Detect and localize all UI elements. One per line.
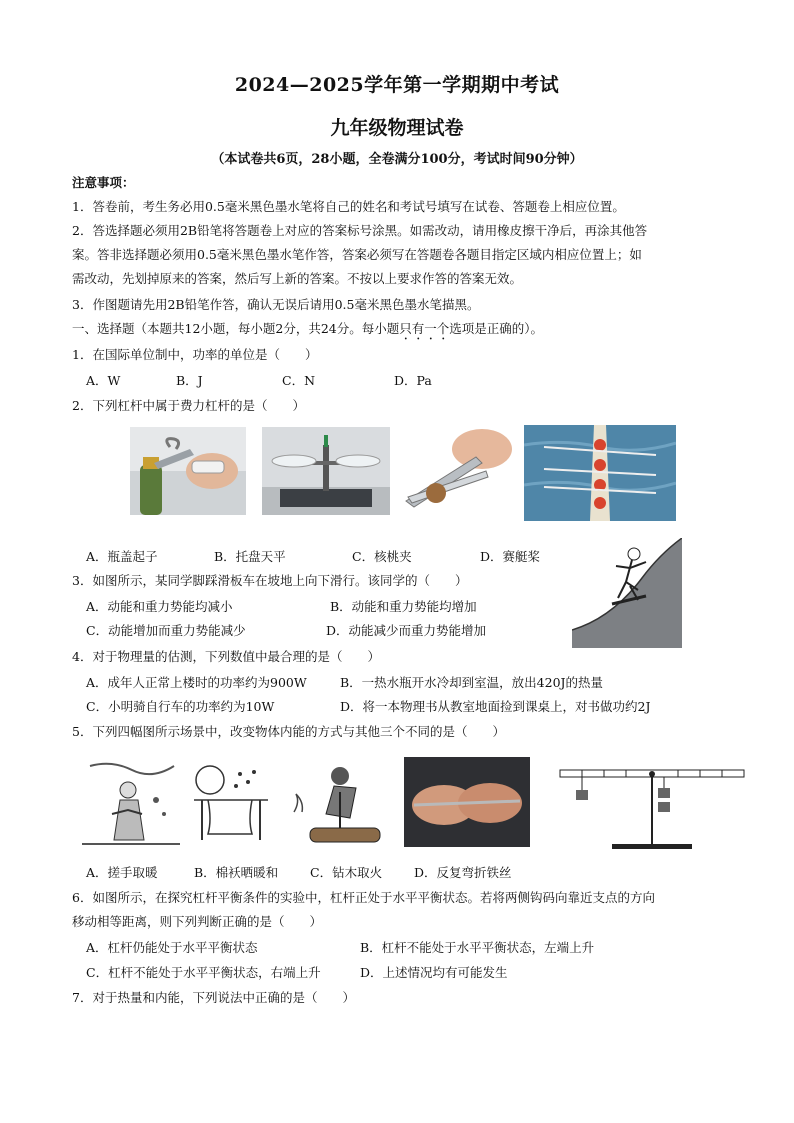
- question-2-option-d: D．赛艇桨: [480, 549, 541, 564]
- notice-item-2-line-2: 案。答非选择题必须用0.5毫米黑色墨水笔作答，答案必须写在答题卷各题目指定区域内相应位置上；如: [72, 247, 642, 262]
- nutcracker-image: [396, 427, 514, 515]
- question-2-option-c: C．核桃夹: [352, 549, 412, 564]
- question-5-option-d: D．反复弯折铁丝: [414, 865, 512, 880]
- section-heading-part-1: 一、选择题（本题共12小题，每小题2分，共24分。每小题: [72, 321, 400, 336]
- question-4-option-d: D．将一本物理书从教室地面捡到课桌上，对书做功约2J: [340, 699, 651, 714]
- question-4-stem: 4．对于物理量的估测，下列数值中最合理的是（ ）: [72, 649, 380, 664]
- exam-info: （本试卷共6页，28小题，全卷满分100分，考试时间90分钟）: [211, 152, 583, 167]
- sunning-quilt-image: [188, 760, 272, 846]
- bottle-opener-image: [130, 427, 246, 515]
- question-2-option-b: B．托盘天平: [214, 549, 286, 564]
- notice-item-2-line-3: 需改动，先划掉原来的答案，然后写上新的答案。不按以上要求作答的答案无效。: [72, 271, 523, 286]
- notice-item-2-line-1: 2．答选择题必须用2B铅笔将答题卷上对应的答案标号涂黑。如需改动，请用橡皮擦干净后，再涂其他答: [72, 223, 648, 238]
- question-7-stem: 7．对于热量和内能，下列说法中正确的是（ ）: [72, 990, 355, 1005]
- drilling-wood-image: [286, 758, 386, 848]
- question-6-stem-line-1: 6．如图所示，在探究杠杆平衡条件的实验中，杠杆正处于水平平衡状态。若将两侧钩码向靠近支点的方向: [72, 890, 655, 905]
- question-2-option-a: A．瓶盖起子: [86, 549, 158, 564]
- question-3-option-c: C．动能增加而重力势能减少: [86, 623, 246, 638]
- question-4-option-c: C．小明骑自行车的功率约为10W: [86, 699, 275, 714]
- question-1-stem: 1．在国际单位制中，功率的单位是（ ）: [72, 347, 318, 362]
- notice-heading: 注意事项：: [72, 175, 135, 190]
- notice-item-3: 3．作图题请先用2B铅笔作答，确认无误后请用0.5毫米黑色墨水笔描黑。: [72, 297, 480, 312]
- balance-scale-image: [262, 427, 390, 515]
- question-2-stem: 2．下列杠杆中属于费力杠杆的是（ ）: [72, 398, 305, 413]
- question-3-option-b: B．动能和重力势能均增加: [330, 599, 477, 614]
- section-heading-emphasis: 只有一个: [399, 321, 450, 336]
- question-1-option-c: C．N: [282, 373, 316, 388]
- question-6-option-d: D．上述情况均有可能发生: [360, 965, 508, 980]
- question-1-option-b: B．J: [176, 373, 203, 388]
- question-4-option-a: A．成年人正常上楼时的功率约为900W: [86, 675, 307, 690]
- question-3-option-d: D．动能减少而重力势能增加: [326, 623, 487, 638]
- question-3-option-a: A．动能和重力势能均减小: [86, 599, 233, 614]
- question-6-option-b: B．杠杆不能处于水平平衡状态，左端上升: [360, 940, 595, 955]
- notice-item-1: 1．答卷前，考生务必用0.5毫米黑色墨水笔将自己的姓名和考试号填写在试卷、答题卷上相应位置。: [72, 199, 625, 214]
- section-heading-part-2: 选项是正确的）。: [449, 321, 544, 336]
- question-6-stem-line-2: 移动相等距离，则下列判断正确的是（ ）: [72, 914, 323, 929]
- rowing-boat-image: [524, 425, 676, 521]
- question-4-option-b: B．一热水瓶开水冷却到室温，放出420J的热量: [340, 675, 604, 690]
- question-1-option-a: A．W: [86, 373, 121, 388]
- question-5-stem: 5．下列四幅图所示场景中，改变物体内能的方式与其他三个不同的是（ ）: [72, 724, 505, 739]
- question-6-option-a: A．杠杆仍能处于水平平衡状态: [86, 940, 258, 955]
- exam-subject-title: 九年级物理试卷: [330, 117, 464, 139]
- lever-experiment-image: [552, 758, 752, 854]
- exam-title: 2024—2025学年第一学期期中考试: [234, 74, 560, 96]
- skateboard-slope-image: [572, 538, 682, 648]
- section-heading: [72, 320, 543, 343]
- question-5-option-a: A．搓手取暖: [86, 865, 158, 880]
- question-6-option-c: C．杠杆不能处于水平平衡状态，右端上升: [86, 965, 321, 980]
- question-3-stem: 3．如图所示，某同学脚踩滑板车在坡地上向下滑行。该同学的（ ）: [72, 573, 468, 588]
- question-1-option-d: D．Pa: [394, 373, 432, 388]
- question-5-option-b: B．棉袄晒暖和: [194, 865, 279, 880]
- rubbing-hands-image: [82, 756, 180, 848]
- bending-wire-image: [404, 757, 530, 847]
- question-5-option-c: C．钻木取火: [310, 865, 383, 880]
